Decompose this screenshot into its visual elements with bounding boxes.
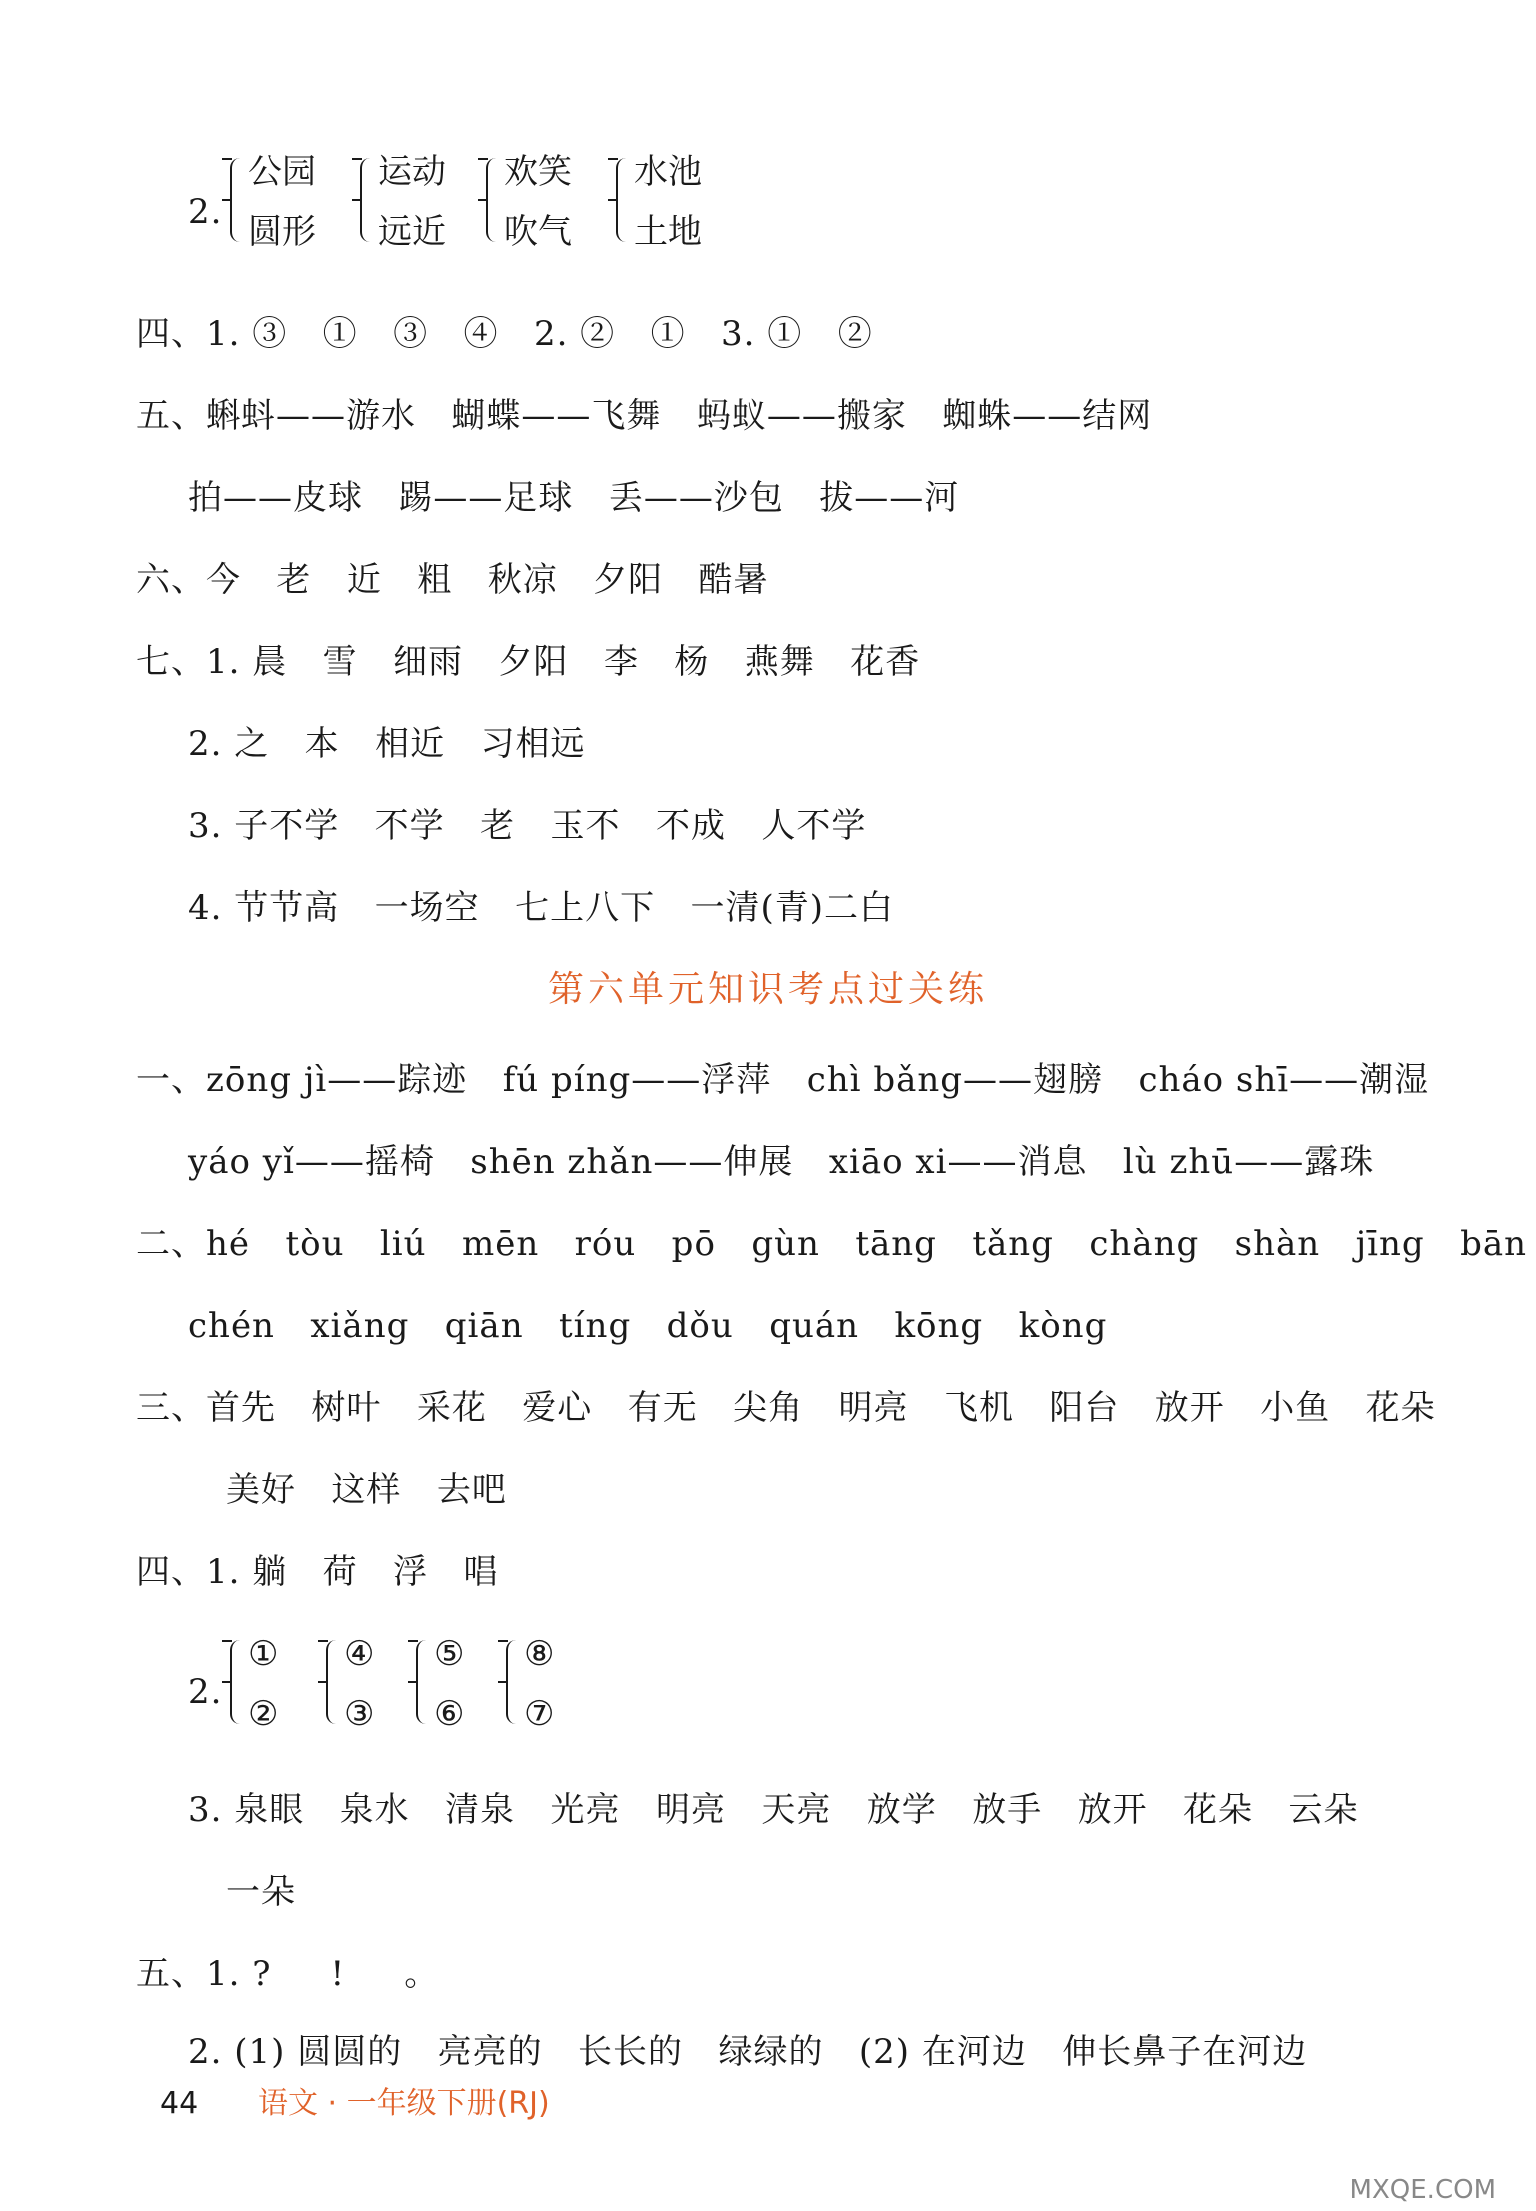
pair-top: 欢笑 <box>504 152 572 192</box>
s6-yi2: yáo yǐ——摇椅 shēn zhǎn——伸展 xiāo xi——消息 lù zhū——露珠 <box>188 1142 1375 1182</box>
brace-icon <box>360 158 376 242</box>
pair-bottom: ⑦ <box>524 1694 555 1734</box>
s6-si2-label: 2. <box>188 1672 223 1712</box>
pair-bottom: 圆形 <box>248 212 316 252</box>
pair-bottom: ② <box>248 1694 279 1734</box>
block2-label: 2. <box>188 192 223 232</box>
brace-icon <box>506 1640 522 1724</box>
brace-icon <box>230 1640 246 1724</box>
bracket-pair-4 <box>616 150 796 260</box>
pair-top: ⑤ <box>434 1634 465 1674</box>
s6-si3b: 一朵 <box>226 1872 296 1912</box>
answer-line-qi2: 2. 之 本 相近 习相远 <box>188 724 586 764</box>
brace-icon <box>416 1640 432 1724</box>
s6-si1: 四、1. 躺 荷 浮 唱 <box>136 1552 499 1592</box>
page-number: 44 <box>160 2086 199 2121</box>
s6-wu2: 2. (1) 圆圆的 亮亮的 长长的 绿绿的 (2) 在河边 伸长鼻子在河边 <box>188 2032 1308 2072</box>
pair-top: 水池 <box>634 152 702 192</box>
pair-bottom: 远近 <box>378 212 446 252</box>
answer-line-liu: 六、今 老 近 粗 秋凉 夕阳 酷暑 <box>136 560 769 600</box>
watermark-logo: MXQE.COM <box>1349 2175 1496 2205</box>
answer-line-wu1: 五、蝌蚪——游水 蝴蝶——飞舞 蚂蚁——搬家 蜘蛛——结网 <box>136 396 1153 436</box>
pair-top: ⑧ <box>524 1634 555 1674</box>
s6-er1: 二、hé tòu liú mēn róu pō gùn tāng tǎng chàng shàn jīng bān <box>136 1224 1528 1264</box>
s6-bracket-4 <box>506 1632 686 1742</box>
answer-line-qi3: 3. 子不学 不学 老 玉不 不成 人不学 <box>188 806 867 846</box>
s6-er2: chén xiǎng qiān tíng dǒu quán kōng kòng <box>188 1306 1108 1346</box>
pair-bottom: ⑥ <box>434 1694 465 1734</box>
answer-line-wu2: 拍——皮球 踢——足球 丢——沙包 拔——河 <box>188 478 960 518</box>
brace-icon <box>486 158 502 242</box>
pair-top: 公园 <box>248 152 316 192</box>
pair-top: ① <box>248 1634 279 1674</box>
answer-line-si1: 四、1. ③ ① ③ ④ 2. ② ① 3. ① ② <box>136 314 873 354</box>
brace-icon <box>326 1640 342 1724</box>
brace-icon <box>616 158 632 242</box>
s6-san1: 三、首先 树叶 采花 爱心 有无 尖角 明亮 飞机 阳台 放开 小鱼 花朵 <box>136 1388 1436 1428</box>
s6-yi1: 一、zōng jì——踪迹 fú píng——浮萍 chì bǎng——翅膀 cháo shī——潮湿 <box>136 1060 1430 1100</box>
s6-wu1: 五、1. ? ! 。 <box>136 1954 440 1994</box>
pair-bottom: 吹气 <box>504 212 572 252</box>
s6-san2: 美好 这样 去吧 <box>226 1470 507 1510</box>
section-title: 第六单元知识考点过关练 <box>547 969 988 1010</box>
book-title: 语文 · 一年级下册(RJ) <box>258 2086 550 2121</box>
pair-bottom: ③ <box>344 1694 375 1734</box>
s6-si3: 3. 泉眼 泉水 清泉 光亮 明亮 天亮 放学 放手 放开 花朵 云朵 <box>188 1790 1359 1830</box>
pair-top: 运动 <box>378 152 446 192</box>
answer-line-qi1: 七、1. 晨 雪 细雨 夕阳 李 杨 燕舞 花香 <box>136 642 921 682</box>
pair-top: ④ <box>344 1634 375 1674</box>
answer-line-qi4: 4. 节节高 一场空 七上八下 一清(青)二白 <box>188 888 895 928</box>
brace-icon <box>230 158 246 242</box>
pair-bottom: 土地 <box>634 212 702 252</box>
